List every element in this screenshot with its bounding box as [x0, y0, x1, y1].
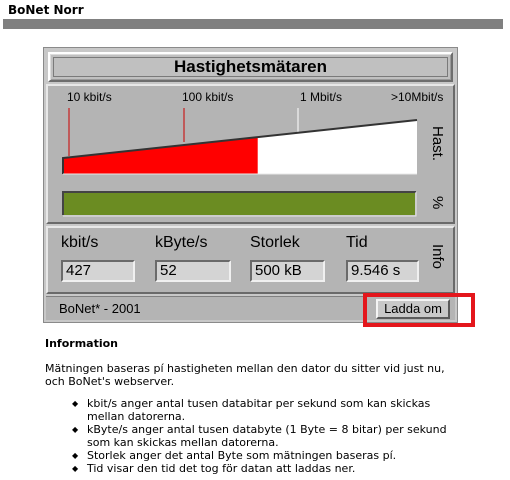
tick-label-10mbit: >10Mbit/s — [391, 90, 444, 104]
header-bar — [3, 19, 503, 29]
reload-button[interactable]: Ladda om — [376, 299, 450, 319]
kbit-value-field: 427 — [61, 260, 135, 282]
info-panel — [46, 226, 455, 294]
reload-highlight-box — [363, 293, 475, 327]
list-item: ◆ Tid visar den tid det tog för datan att laddas ner. — [87, 462, 465, 475]
info-section — [45, 337, 465, 475]
site-brand: BoNet Norr — [8, 3, 84, 17]
speed-meter-widget — [43, 47, 458, 323]
widget-title: Hastighetsmätaren — [53, 57, 448, 77]
info-heading: Information — [45, 337, 118, 350]
list-item: ◆ kbit/s anger antal tusen databitar per sekund som kan skickas mellan datorerna. — [87, 397, 465, 423]
tick-label-1mbit: 1 Mbit/s — [300, 90, 343, 104]
info-intro: Mätningen baseras pí hastigheten mellan den dator du sitter vid just nu, och BoNet's webserver. — [45, 362, 445, 388]
info-bullet-list — [45, 397, 465, 475]
copyright-text: BoNet* - 2001 — [59, 301, 141, 316]
tick-label-100kbit: 100 kbit/s — [182, 90, 234, 104]
percent-side-label: % — [429, 196, 446, 210]
speed-gauge — [48, 86, 453, 222]
size-value-field: 500 kB — [250, 260, 325, 282]
size-label: Storlek — [250, 234, 300, 251]
title-frame — [48, 52, 453, 82]
kbyte-label: kByte/s — [155, 234, 208, 251]
kbyte-value-field: 52 — [155, 260, 231, 282]
kbit-label: kbit/s — [61, 234, 99, 251]
speed-side-label: Hast. — [429, 126, 446, 162]
tick-label-10kbit: 10 kbit/s — [67, 90, 112, 104]
list-item: ◆ kByte/s anger antal tusen databyte (1 Byte = 8 bitar) per sekund som kan skickas mellan datorerna. — [87, 423, 465, 449]
time-label: Tid — [346, 234, 368, 251]
progress-bar-fill — [64, 193, 415, 215]
info-side-label: Info — [429, 244, 446, 270]
time-value-field: 9.546 s — [346, 260, 419, 282]
list-item: ◆ Storlek anger det antal Byte som mätningen baseras pí. — [87, 449, 465, 462]
speed-panel — [46, 84, 455, 224]
